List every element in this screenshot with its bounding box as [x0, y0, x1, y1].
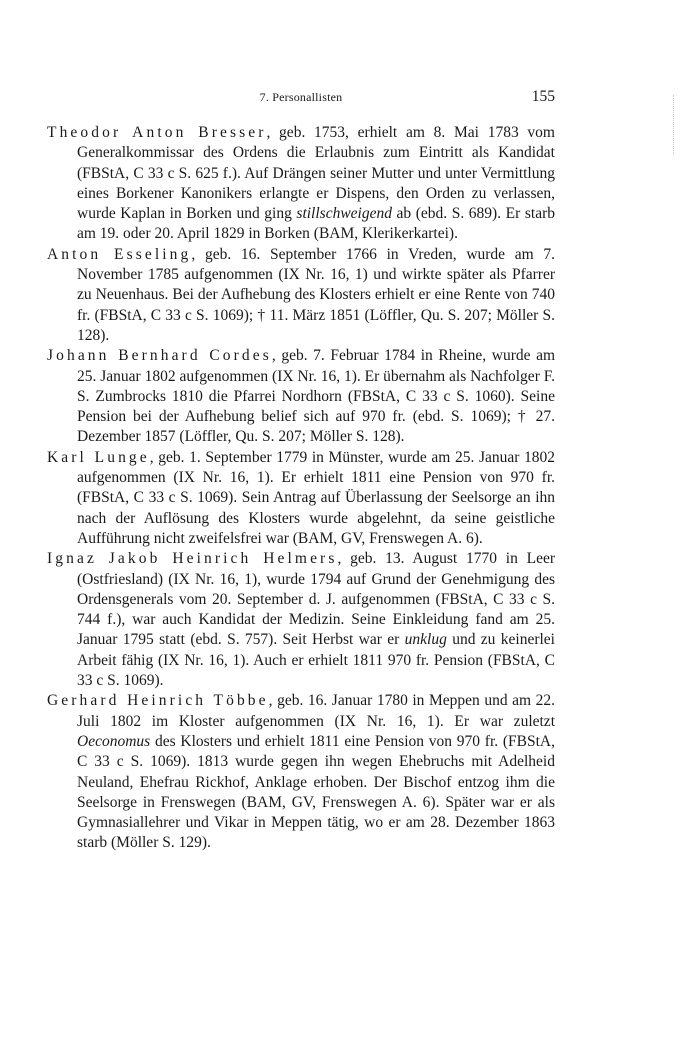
list-item: [47, 123, 555, 245]
entry-text: , geb. 7. Februar 1784 in Rheine, wurde am 25. Januar 1802 aufgenommen (IX Nr. 16, 1). Er übernahm als Nachfolger F. S. Zumbrocks 1810 die Pfarrei Nordhorn (FBStA, C 33 c S. 1060). Seine Pension bei der Aufhebung belief sich auf 970 fr. (ebd. S. 1069); † 27. Dezember 1857 (Löffler, Qu. S. 207; Möller S. 128).: [77, 347, 556, 446]
entry-text: ab (ebd. S. 689). Er starb am 19. oder 20. April 1829 in Borken (BAM, Klerikerkartei).: [77, 205, 555, 243]
entry-emphasis: unklug: [404, 631, 447, 649]
entry-text: und zu keinerlei Arbeit fähig (IX Nr. 16, 1). Auch er erhielt 1811 970 fr. Pension (FBStA, C 33 c S. 1069).: [77, 631, 555, 690]
running-head: [47, 88, 555, 112]
entry-emphasis: stillschweigend: [296, 205, 392, 223]
page-edge-mark: [673, 95, 674, 155]
person-name: Karl Lunge: [47, 448, 150, 466]
list-item: [47, 691, 555, 853]
list-item: [47, 549, 555, 691]
list-item: [47, 245, 555, 346]
person-name: Ignaz Jakob Heinrich Helmers: [47, 550, 338, 568]
person-name: Gerhard Heinrich Többe: [47, 692, 269, 710]
entry-text: , geb. 16. Januar 1780 in Meppen und am 22. Juli 1802 im Kloster aufgenommen (IX Nr. 16, 1). Er war zuletzt: [77, 692, 555, 730]
entry-text: , geb. 1753, erhielt am 8. Mai 1783 vom Generalkommissar des Ordens die Erlaubnis zum Eintritt als Kandidat (FBStA, C 33 c S. 625 f.). Auf Drängen seiner Mutter und unter Vermittlung eines Borkener Kanonikers erlangte er Dispens, den Orden zu verlassen, wurde Kaplan in Borken und ging: [77, 124, 555, 223]
person-name: Johann Bernhard Cordes: [47, 347, 272, 365]
page-number: 155: [531, 88, 555, 105]
list-item: [47, 448, 555, 549]
entry-text: , geb. 16. September 1766 in Vreden, wurde am 7. November 1785 aufgenommen (IX Nr. 16, 1) und wirkte später als Pfarrer zu Neuenhaus. Bei der Aufhebung des Klosters erhielt er eine Rente von 740 fr. (FBStA, C 33 c S. 1069); † 11. März 1851 (Löffler, Qu. S. 207; Möller S. 128).: [77, 245, 555, 344]
entry-emphasis: Oeconomus: [77, 732, 151, 750]
entry-text: , geb. 1. September 1779 in Münster, wurde am 25. Januar 1802 aufgenommen (IX Nr. 16, 1). Er erhielt 1811 eine Pension von 970 fr. (FBStA, C 33 c S. 1069). Sein Antrag auf Überlassung der Seelsorge an ihn nach der Auflösung des Klosters wurde abgelehnt, da seine geistliche Aufführung nicht zweifelsfrei war (BAM, GV, Frenswegen A. 6).: [77, 448, 556, 547]
entry-text: , geb. 13. August 1770 in Leer (Ostfriesland) (IX Nr. 16, 1), wurde 1794 auf Grund der Genehmigung des Ordensgenerals vom 20. September d. J. aufgenommen (FBStA, C 33 c S. 744 f.), war auch Kandidat der Medizin. Seine Einkleidung fand am 25. Januar 1795 statt (ebd. S. 757). Seit Herbst war er: [77, 550, 555, 649]
entry-text: des Klosters und erhielt 1811 eine Pension von 970 fr. (FBStA, C 33 c S. 1069). 1813 wurde gegen ihn wegen Ehebruchs mit Adelheid Neuland, Ehefrau Rickhof, Anklage erhoben. Der Bischof entzog ihm die Seelsorge in Frenswegen (BAM, GV, Frenswegen A. 6). Später war er als Gymnasiallehrer und Vikar in Meppen tätig, wo er am 28. Dezember 1863 starb (Möller S. 129).: [77, 732, 555, 852]
list-item: [47, 346, 555, 447]
personnel-list: [47, 123, 555, 854]
person-name: Theodor Anton Bresser: [47, 124, 267, 141]
section-title: 7. Personallisten: [259, 90, 343, 104]
person-name: Anton Esseling: [47, 245, 192, 263]
